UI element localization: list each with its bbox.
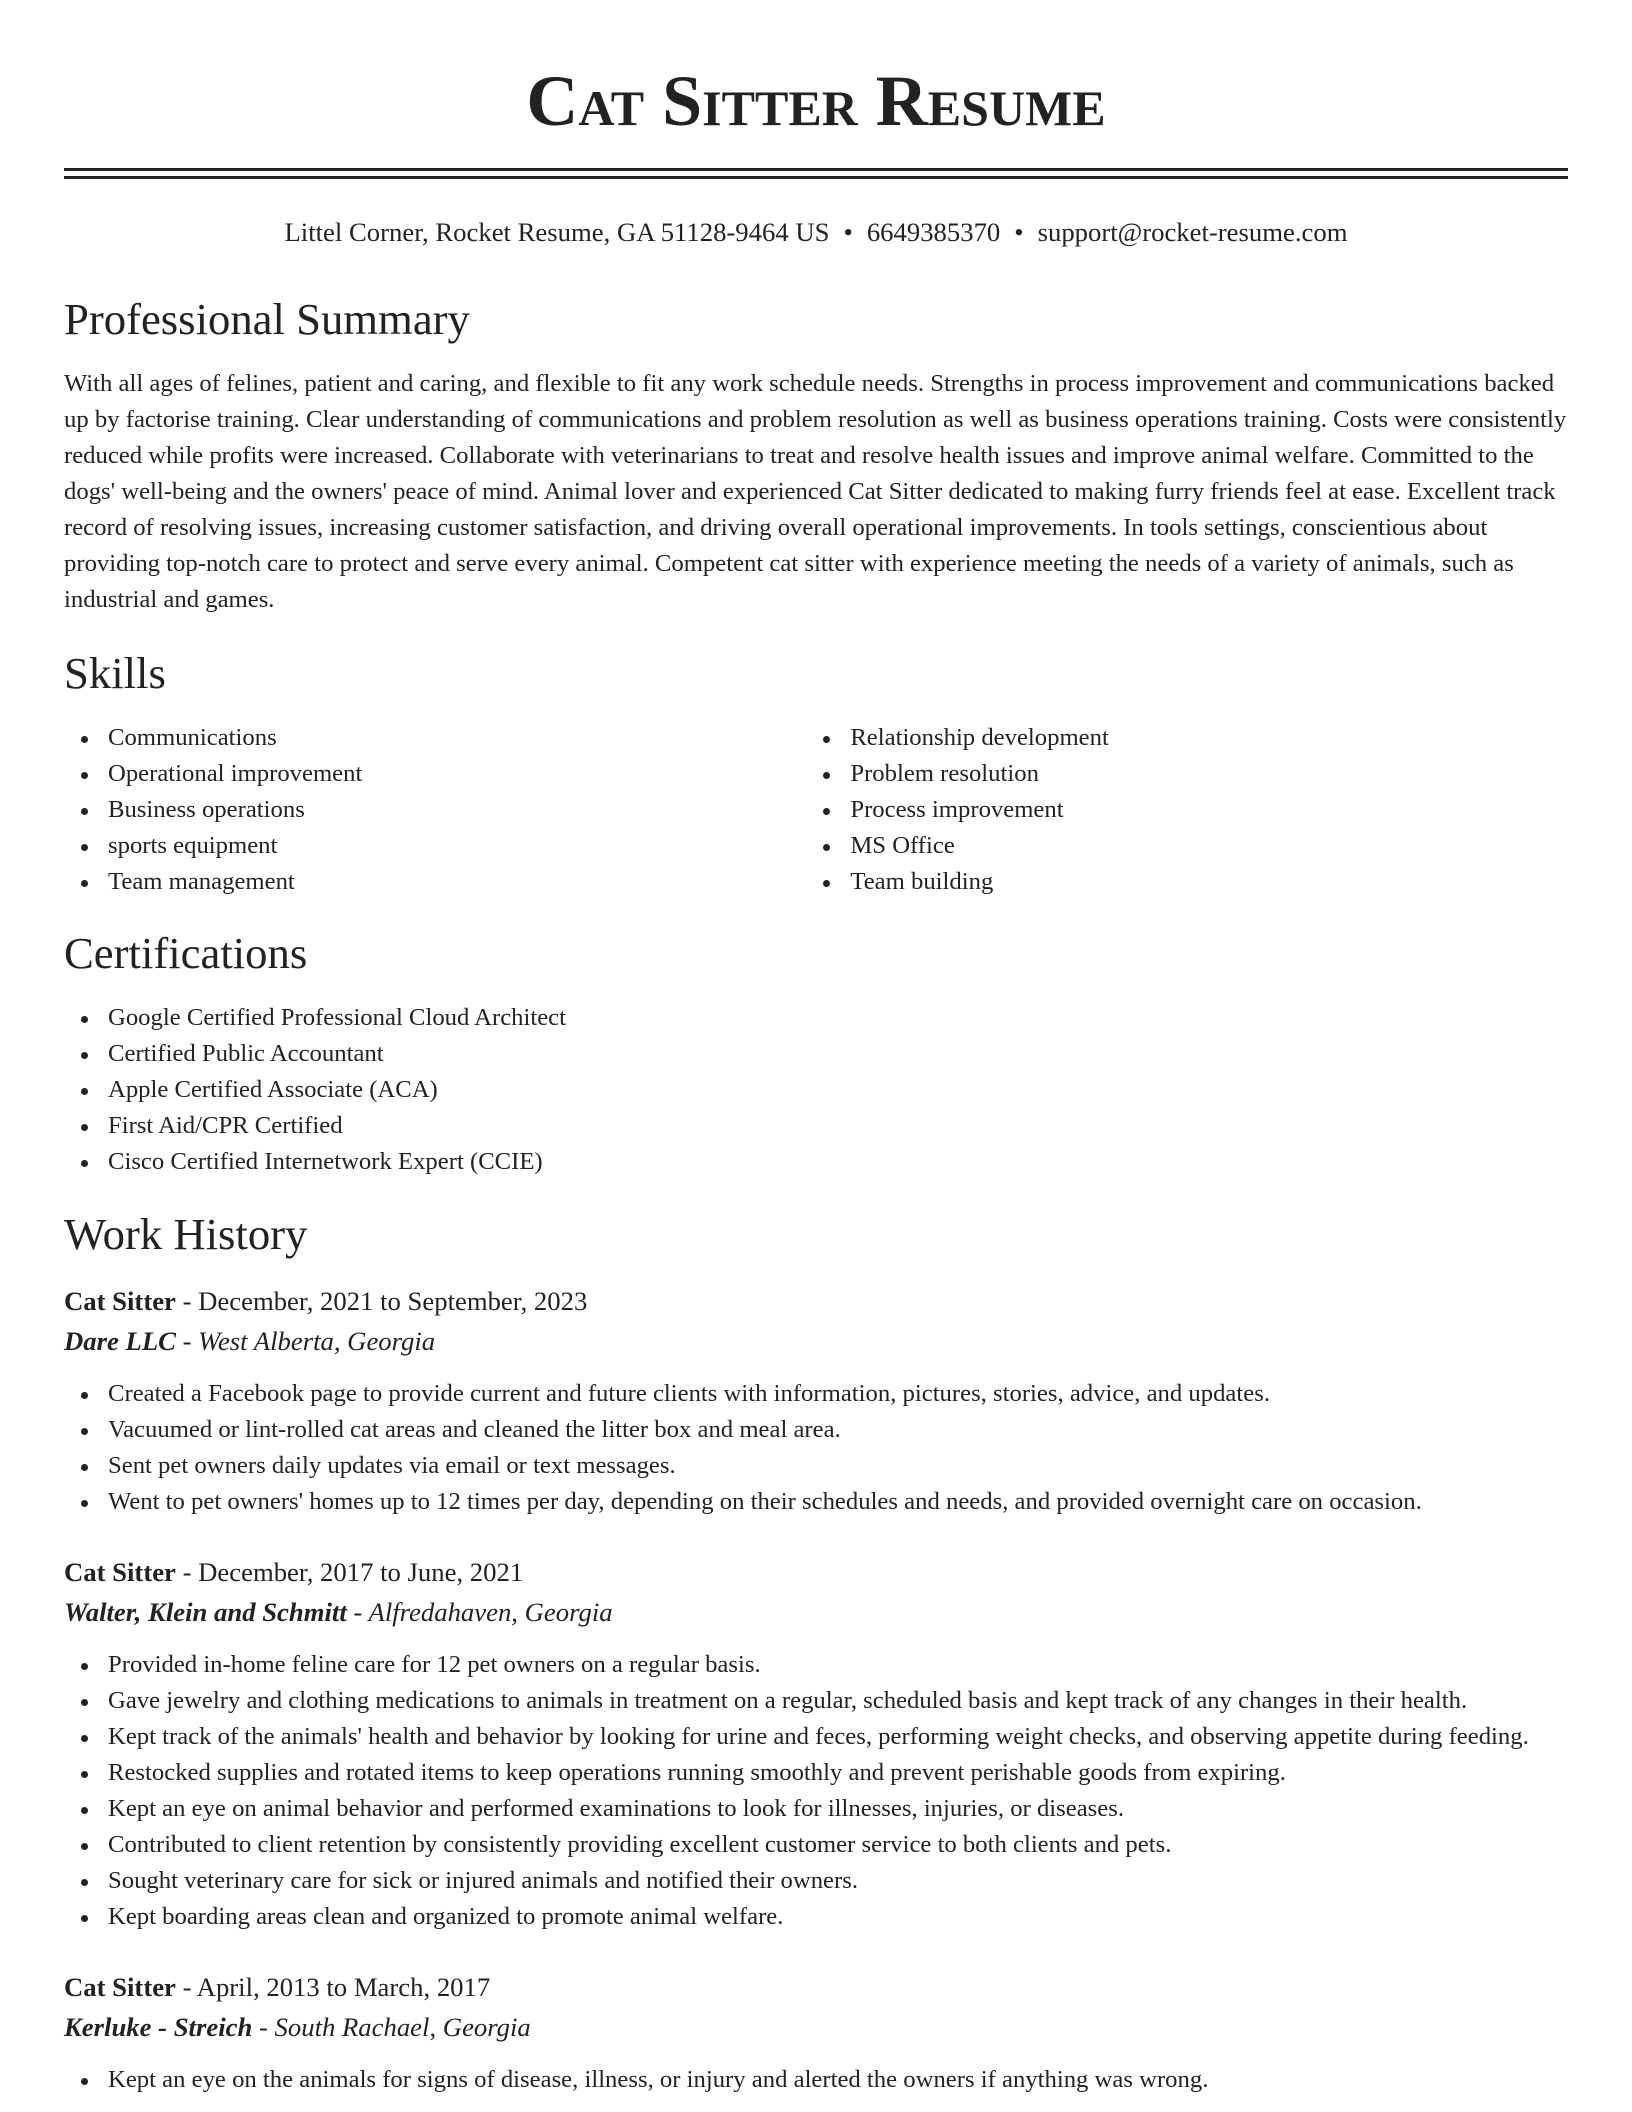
skill-item: Business operations	[108, 792, 826, 828]
job-bullet: Sought veterinary care for sick or injured animals and notified their owners.	[108, 1863, 1568, 1899]
job-title-line	[64, 1281, 1568, 1321]
job-dates: December, 2017 to June, 2021	[198, 1557, 524, 1587]
job-title: Cat Sitter	[64, 1286, 176, 1316]
company-location: Alfredahaven, Georgia	[368, 1597, 613, 1627]
company-location: West Alberta, Georgia	[198, 1326, 436, 1356]
certifications-section	[64, 927, 1568, 1180]
job-bullet: Kept an eye on animal behavior and performed examinations to look for illnesses, injuries, or diseases.	[108, 1791, 1568, 1827]
contact-phone: 6649385370	[866, 217, 1001, 247]
summary-text: With all ages of felines, patient and caring, and flexible to fit any work schedule needs. Strengths in process improvement and communications backed up by factorise training. Clear understanding of communications and problem resolution as well as business operations training. Costs were consistently reduced while profits were increased. Collaborate with veterinarians to treat and resolve health issues and improve animal welfare. Committed to the dogs' well-being and the owners' peace of mind. Animal lover and experienced Cat Sitter dedicated to making furry friends feel at ease. Excellent track record of resolving issues, increasing customer satisfaction, and driving overall operational improvements. In tools settings, conscientious about providing top-notch care to protect and serve every animal. Competent cat sitter with experience meeting the needs of a variety of animals, such as industrial and games.	[64, 370, 1567, 613]
job-bullet-list	[64, 1647, 1568, 1935]
company-name: Kerluke - Streich	[64, 2012, 253, 2042]
skills-list	[64, 720, 1568, 900]
skills-section	[64, 647, 1568, 900]
job-entry	[64, 1552, 1568, 1935]
skill-item: Process improvement	[850, 792, 1568, 828]
certifications-list	[64, 1000, 1568, 1180]
job-bullet: Kept track of the animals' health and behavior by looking for urine and feces, performing weight checks, and observing appetite during feeding.	[108, 1719, 1568, 1755]
section-heading-work-history: Work History	[64, 1209, 308, 1259]
company-separator: -	[258, 2012, 268, 2042]
certification-item: Cisco Certified Internetwork Expert (CCIE)	[108, 1144, 1568, 1180]
section-heading-professional-summary: Professional Summary	[64, 294, 470, 344]
job-bullet: Went to pet owners' homes up to 12 times per day, depending on their schedules and needs, and provided overnight care on occasion.	[108, 1484, 1568, 1520]
job-bullet: Kept an eye on the animals for signs of disease, illness, or injury and alerted the owners if anything was wrong.	[108, 2062, 1568, 2098]
skill-item: MS Office	[850, 828, 1568, 864]
company-separator: -	[353, 1597, 363, 1627]
skill-item: Relationship development	[850, 720, 1568, 756]
work-history-section	[64, 1208, 1568, 2098]
job-entry	[64, 1281, 1568, 1520]
skill-item: Problem resolution	[850, 756, 1568, 792]
job-separator: -	[182, 1557, 192, 1587]
job-bullet-list	[64, 2062, 1568, 2098]
certification-item: Apple Certified Associate (ACA)	[108, 1072, 1568, 1108]
contact-address: Littel Corner, Rocket Resume, GA 51128-9464 US	[284, 217, 830, 247]
contact-line	[64, 212, 1568, 252]
skill-item: Team management	[108, 864, 826, 900]
certification-item: Google Certified Professional Cloud Architect	[108, 1000, 1568, 1036]
skill-item: Team building	[850, 864, 1568, 900]
job-title-line	[64, 1552, 1568, 1592]
section-heading-certifications: Certifications	[64, 928, 308, 978]
job-title: Cat Sitter	[64, 1557, 176, 1587]
job-title: Cat Sitter	[64, 1972, 176, 2002]
job-separator: -	[182, 1286, 192, 1316]
job-dates: April, 2013 to March, 2017	[196, 1972, 491, 2002]
resume-title: Cat Sitter Resume	[526, 61, 1106, 141]
job-bullet: Contributed to client retention by consistently providing excellent customer service to both clients and pets.	[108, 1827, 1568, 1863]
title-double-rule	[64, 168, 1568, 179]
company-location: South Rachael, Georgia	[274, 2012, 531, 2042]
job-dates: December, 2021 to September, 2023	[198, 1286, 588, 1316]
job-title-line	[64, 1967, 1568, 2007]
professional-summary-section	[64, 293, 1568, 618]
company-name: Walter, Klein and Schmitt	[64, 1597, 347, 1627]
company-separator: -	[182, 1326, 192, 1356]
job-entry	[64, 1967, 1568, 2098]
certification-item: Certified Public Accountant	[108, 1036, 1568, 1072]
job-company-line	[64, 2007, 1568, 2047]
contact-separator: •	[843, 217, 853, 247]
job-bullet: Gave jewelry and clothing medications to animals in treatment on a regular, scheduled basis and kept track of any changes in their health.	[108, 1683, 1568, 1719]
section-heading-skills: Skills	[64, 648, 166, 698]
job-company-line	[64, 1592, 1568, 1632]
job-bullet: Created a Facebook page to provide current and future clients with information, pictures, stories, advice, and updates.	[108, 1376, 1568, 1412]
job-company-line	[64, 1321, 1568, 1361]
skill-item: Operational improvement	[108, 756, 826, 792]
company-name: Dare LLC	[64, 1326, 176, 1356]
contact-separator: •	[1014, 217, 1024, 247]
contact-email: support@rocket-resume.com	[1037, 217, 1348, 247]
job-bullet: Provided in-home feline care for 12 pet owners on a regular basis.	[108, 1647, 1568, 1683]
job-separator: -	[182, 1972, 192, 2002]
skill-item: Communications	[108, 720, 826, 756]
job-bullet-list	[64, 1376, 1568, 1520]
job-bullet: Restocked supplies and rotated items to keep operations running smoothly and prevent perishable goods from expiring.	[108, 1755, 1568, 1791]
job-bullet: Sent pet owners daily updates via email or text messages.	[108, 1448, 1568, 1484]
job-bullet: Kept boarding areas clean and organized to promote animal welfare.	[108, 1899, 1568, 1935]
skill-item: sports equipment	[108, 828, 826, 864]
certification-item: First Aid/CPR Certified	[108, 1108, 1568, 1144]
job-bullet: Vacuumed or lint-rolled cat areas and cleaned the litter box and meal area.	[108, 1412, 1568, 1448]
